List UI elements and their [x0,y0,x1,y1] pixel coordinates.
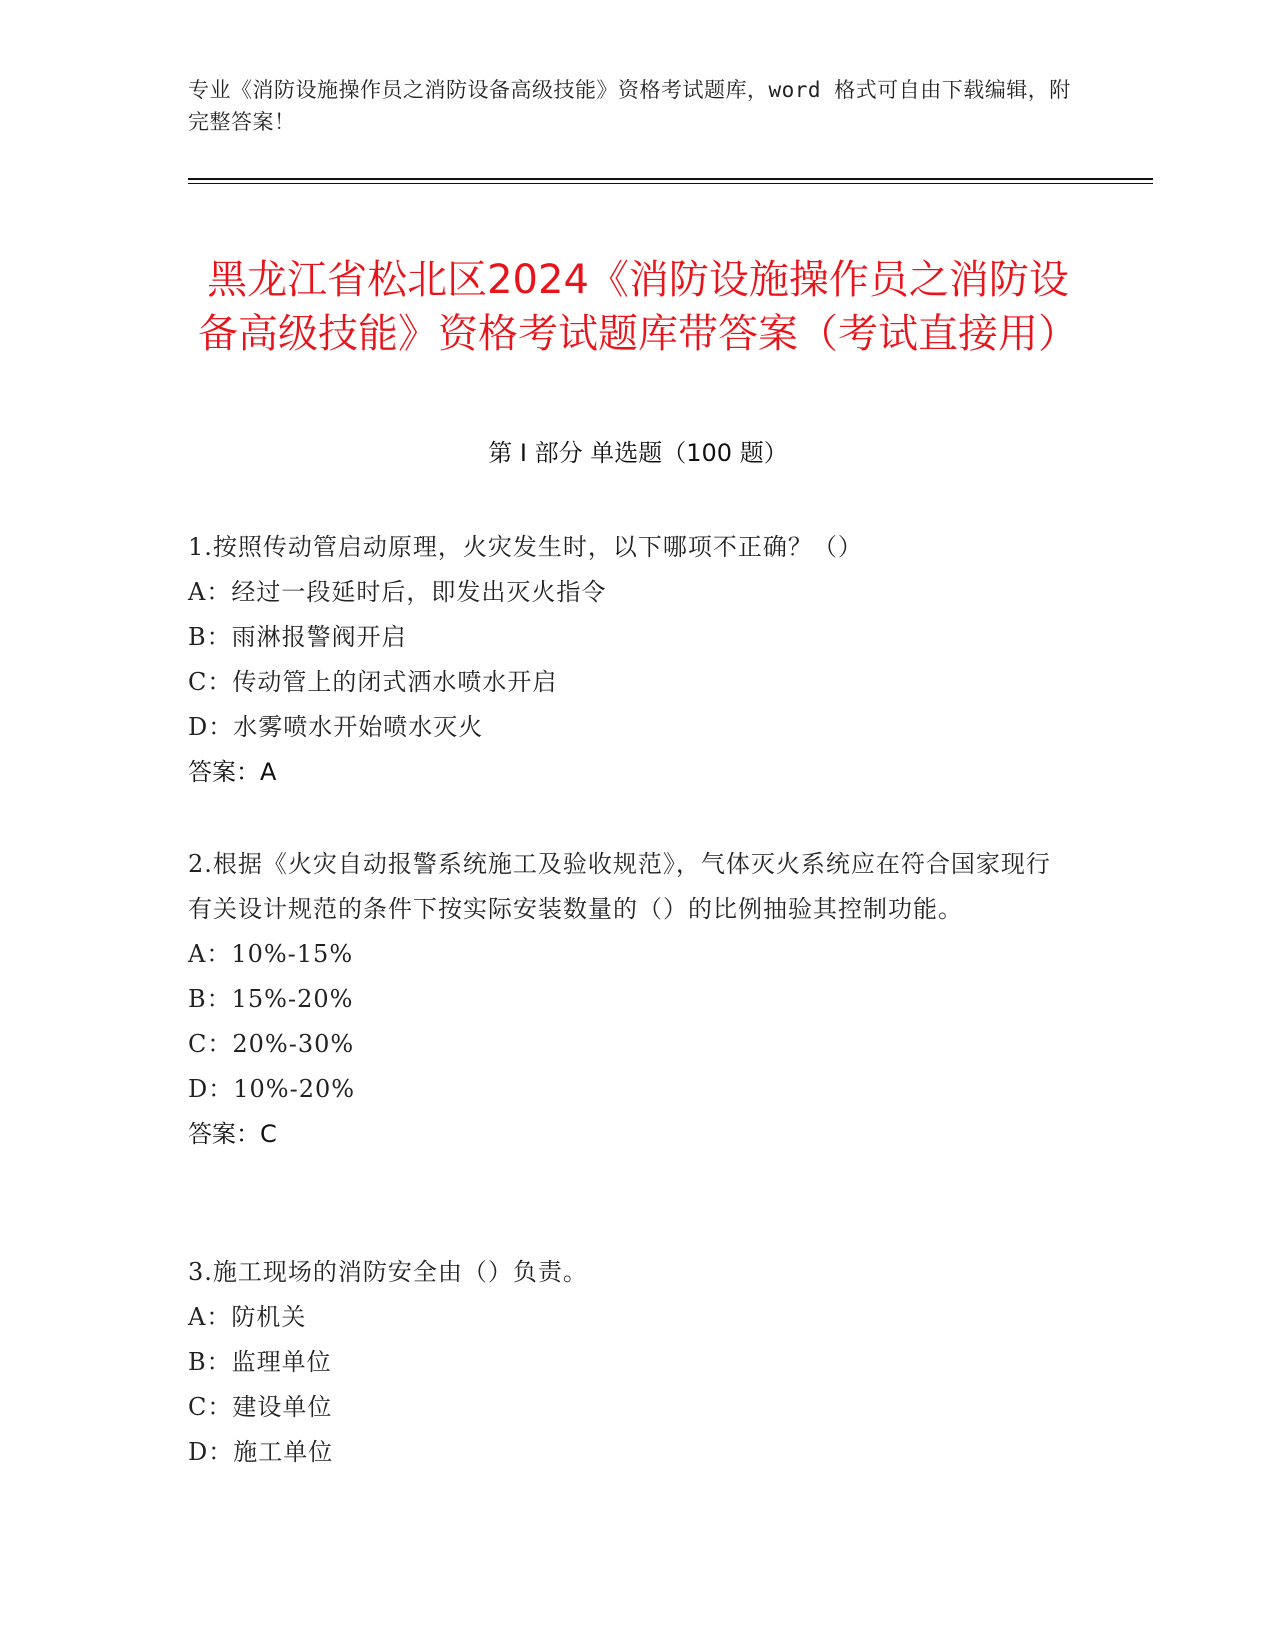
question-answer: 答案：A [188,758,277,786]
option-a: A：10%-15% [188,940,354,968]
header-divider-thick [188,178,1153,180]
option-d: D：施工单位 [188,1438,334,1466]
option-a: A：经过一段延时后，即发出灭火指令 [188,578,607,606]
question-2 [188,842,1068,1157]
option-c: C：建设单位 [188,1393,333,1421]
header-divider-thin [188,183,1153,184]
question-stem: 1.按照传动管启动原理，火灾发生时，以下哪项不正确？（） [188,533,863,561]
option-b: B：雨淋报警阀开启 [188,623,407,651]
question-1 [188,525,1068,795]
option-b: B：监理单位 [188,1348,332,1376]
header-note: 专业《消防设施操作员之消防设备高级技能》资格考试题库，word 格式可自由下载编辑，附完整答案！ [188,78,1071,134]
question-answer: 答案：C [188,1120,277,1148]
option-c: C：20%-30% [188,1030,355,1058]
option-a: A：防机关 [188,1303,307,1331]
question-stem: 3.施工现场的消防安全由（）负责。 [188,1258,588,1286]
option-d: D：水雾喷水开始喷水灭火 [188,713,484,741]
question-stem: 2.根据《火灾自动报警系统施工及验收规范》，气体灭火系统应在符合国家现行有关设计规范的条件下按实际安装数量的（）的比例抽验其控制功能。 [188,850,1051,923]
question-3 [188,1250,1068,1475]
option-b: B：15%-20% [188,985,354,1013]
option-d: D：10%-20% [188,1075,356,1103]
document-title: 黑龙江省松北区2024《消防设施操作员之消防设备高级技能》资格考试题库带答案（考试直接用） [198,256,1078,357]
section-title: 第 I 部分 单选题（100 题） [488,439,788,467]
option-c: C：传动管上的闭式洒水喷水开启 [188,668,558,696]
